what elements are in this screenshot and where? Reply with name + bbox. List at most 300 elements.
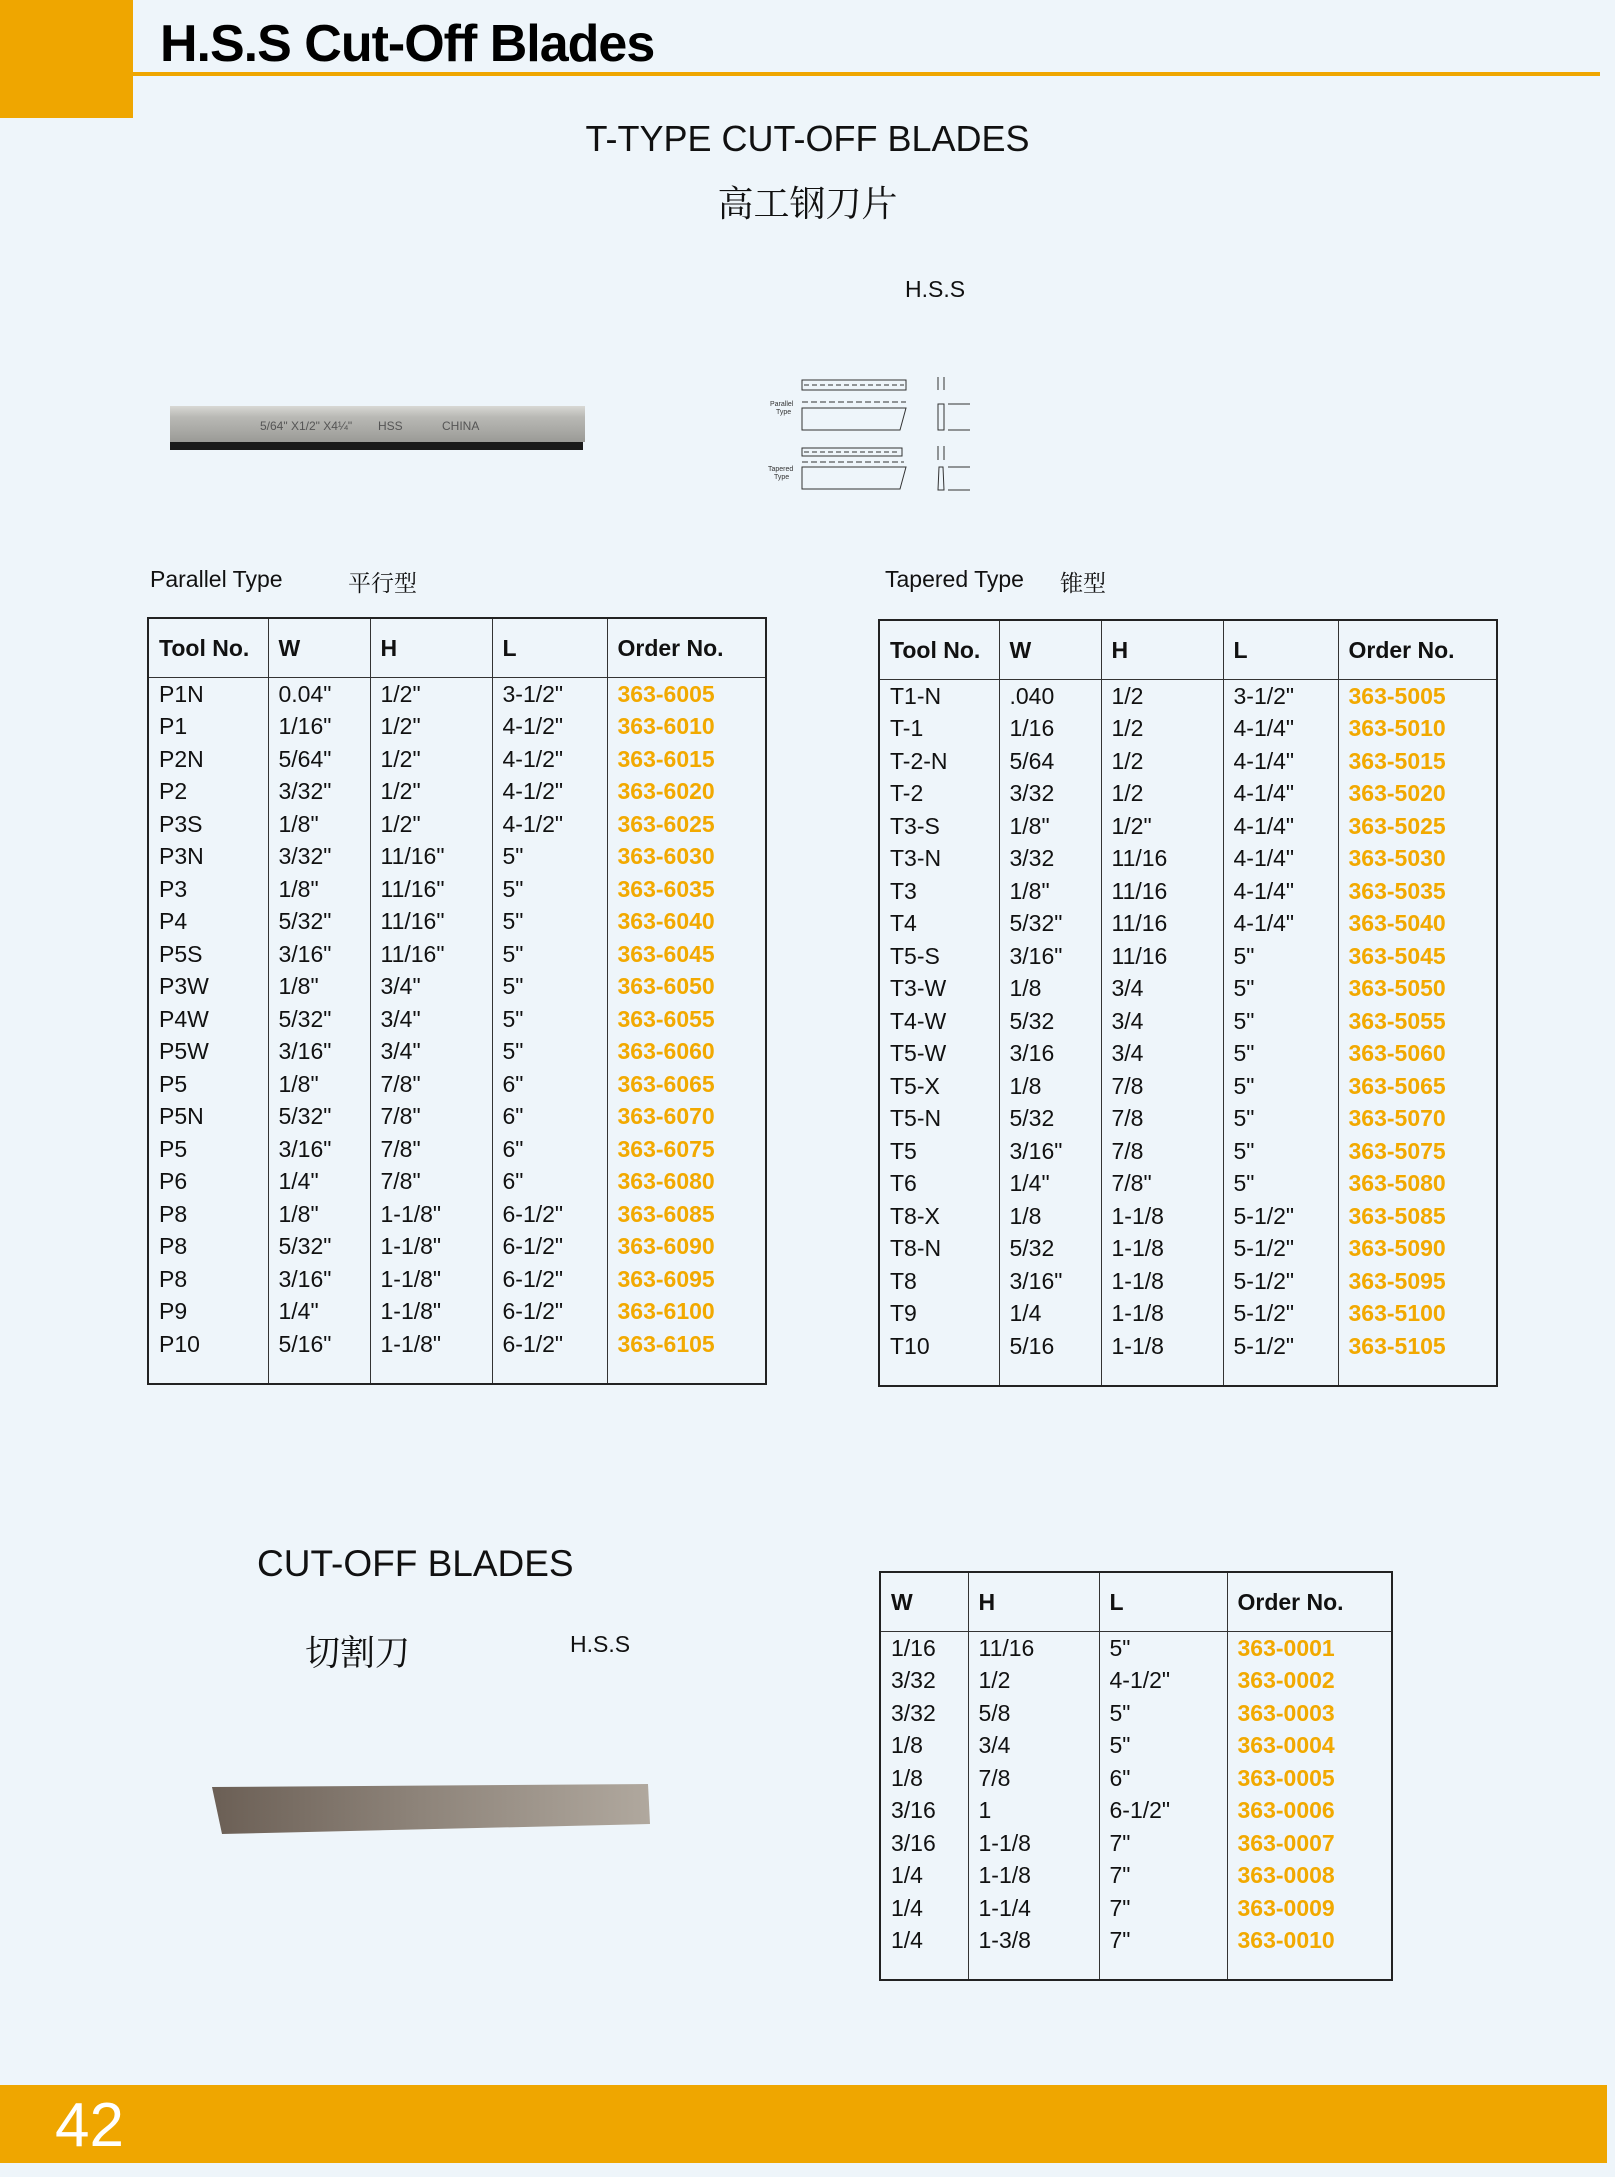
table-cell: 7/8" — [370, 1101, 492, 1134]
table-cell: 7" — [1099, 1827, 1227, 1860]
table-cell: 3/32 — [999, 843, 1101, 876]
table-cell: 5/32" — [268, 1231, 370, 1264]
table-cell: P8 — [159, 1200, 188, 1227]
cutoff-blade-shape — [212, 1784, 650, 1834]
table-row — [148, 1101, 766, 1134]
order-number-cell: 363-5100 — [1338, 1298, 1497, 1331]
order-number-cell: 363-6095 — [607, 1263, 766, 1296]
table-row — [879, 680, 1497, 713]
table-cell: 3-1/2" — [492, 678, 607, 711]
order-number-cell: 363-5070 — [1338, 1103, 1497, 1136]
table-cell: 5" — [1099, 1697, 1227, 1730]
empty-cell — [968, 1957, 1099, 1980]
order-number-cell: 363-5040 — [1338, 908, 1497, 941]
table-cell: 1/8 — [999, 1070, 1101, 1103]
table-cell: 1 — [968, 1795, 1099, 1828]
table-cell: 1/2" — [370, 776, 492, 809]
table-cell: 4-1/4" — [1223, 908, 1338, 941]
order-number-cell: 363-0002 — [1227, 1665, 1392, 1698]
table-cell: 5/8 — [968, 1697, 1099, 1730]
parallel-side-view — [802, 408, 906, 430]
table-cell: 3/16 — [891, 1829, 936, 1856]
table-cell: 3/16" — [268, 1036, 370, 1069]
corner-accent-block — [0, 0, 133, 118]
table-cell: P5S — [159, 940, 203, 967]
table-cell: P6 — [159, 1168, 188, 1195]
order-number-cell: 363-5105 — [1338, 1330, 1497, 1363]
table-cell: 1/8" — [268, 971, 370, 1004]
order-number-cell: 363-6040 — [607, 906, 766, 939]
table-row — [879, 1070, 1497, 1103]
table-cell: T5-X — [890, 1072, 940, 1099]
table-row — [879, 875, 1497, 908]
table-cell: T3-N — [890, 845, 942, 872]
table-cell: 3/32 — [999, 778, 1101, 811]
table-cell: T8 — [890, 1267, 917, 1294]
table-padding-row — [879, 1363, 1497, 1386]
table-cell: 1/8 — [891, 1764, 923, 1791]
cutoff-blade-svg — [212, 1784, 652, 1834]
table-cell: T5-N — [890, 1105, 942, 1132]
table-cell: 7" — [1099, 1892, 1227, 1925]
table-row — [879, 1265, 1497, 1298]
table-row — [879, 1298, 1497, 1331]
table-cell: 1-1/8 — [1101, 1233, 1223, 1266]
table-cell: 1-1/8" — [370, 1263, 492, 1296]
table-cell: T8-X — [890, 1202, 940, 1229]
order-number-cell: 363-0004 — [1227, 1730, 1392, 1763]
table-row — [148, 841, 766, 874]
table-cell: 7/8" — [1101, 1168, 1223, 1201]
table-cell: 5" — [492, 938, 607, 971]
table-cell: 1/8" — [268, 1198, 370, 1231]
blade-marking-origin: CHINA — [442, 419, 480, 433]
table-cell: T3 — [890, 877, 917, 904]
table-padding-row — [148, 1361, 766, 1384]
table-cell: 1-1/8" — [370, 1296, 492, 1329]
order-number-cell: 363-6045 — [607, 938, 766, 971]
table-cell: 4-1/2" — [1099, 1665, 1227, 1698]
table-cell: 6" — [492, 1133, 607, 1166]
order-number-cell: 363-6065 — [607, 1068, 766, 1101]
empty-cell — [1101, 1363, 1223, 1386]
table-cell: 6" — [492, 1068, 607, 1101]
table-cell: 1/2 — [1101, 680, 1223, 713]
material-label: H.S.S — [905, 276, 966, 302]
table-cell: 7" — [1099, 1925, 1227, 1958]
table-cell: 1/4" — [268, 1296, 370, 1329]
parallel-blade-photo — [170, 406, 585, 450]
order-number-cell: 363-6100 — [607, 1296, 766, 1329]
table-row — [148, 1296, 766, 1329]
table-row — [148, 873, 766, 906]
table-cell: T4 — [890, 910, 917, 937]
order-number-cell: 363-5050 — [1338, 973, 1497, 1006]
table-cell: 5" — [492, 1003, 607, 1036]
empty-cell — [1099, 1957, 1227, 1980]
table-cell: 1/4" — [999, 1168, 1101, 1201]
tapered-type-table — [878, 619, 1498, 1387]
table-cell: 3/4" — [370, 1036, 492, 1069]
tapered-type-label-cn: 锥型 — [1060, 570, 1106, 596]
table-row — [879, 778, 1497, 811]
table-cell: 5-1/2" — [1223, 1330, 1338, 1363]
table-cell: 6-1/2" — [492, 1296, 607, 1329]
blade-marking-size: 5/64" X1/2" X4¼" — [260, 419, 353, 433]
table-cell: T3-S — [890, 812, 940, 839]
section-title: T-TYPE CUT-OFF BLADES — [585, 118, 1030, 159]
table-row — [880, 1697, 1392, 1730]
column-header: W — [999, 620, 1101, 680]
order-number-cell: 363-5045 — [1338, 940, 1497, 973]
table-cell: 5/16" — [268, 1328, 370, 1361]
table-row — [148, 906, 766, 939]
order-number-cell: 363-6025 — [607, 808, 766, 841]
table-row — [879, 745, 1497, 778]
table-cell: 4-1/2" — [492, 776, 607, 809]
table-cell: P5 — [159, 1070, 188, 1097]
order-number-cell: 363-5065 — [1338, 1070, 1497, 1103]
table-cell: 4-1/4" — [1223, 713, 1338, 746]
table-row — [880, 1730, 1392, 1763]
column-header: Tool No. — [148, 618, 268, 678]
order-number-cell: 363-6105 — [607, 1328, 766, 1361]
table-cell: 1/4 — [999, 1298, 1101, 1331]
table-cell: 11/16 — [1101, 940, 1223, 973]
table-cell: 11/16 — [1101, 843, 1223, 876]
table-cell: 5/64" — [268, 743, 370, 776]
table-cell: 3/4 — [1101, 973, 1223, 1006]
order-number-cell: 363-6020 — [607, 776, 766, 809]
table-cell: 11/16 — [1101, 908, 1223, 941]
table-cell: P9 — [159, 1298, 188, 1325]
table-cell: 3/16 — [891, 1797, 936, 1824]
table-cell: 3/16 — [999, 1038, 1101, 1071]
table-cell: 1/4 — [891, 1862, 923, 1889]
table-cell: 5" — [1223, 1070, 1338, 1103]
table-cell: P5W — [159, 1038, 209, 1065]
order-number-cell: 363-5085 — [1338, 1200, 1497, 1233]
table-cell: T-2-N — [890, 747, 948, 774]
column-header: Order No. — [1227, 1572, 1392, 1632]
table-cell: 1/2" — [370, 808, 492, 841]
table-row — [148, 743, 766, 776]
table-row — [879, 908, 1497, 941]
blade-marking-material: HSS — [378, 419, 403, 433]
table-row — [148, 938, 766, 971]
table-row — [148, 1166, 766, 1199]
column-header: L — [1223, 620, 1338, 680]
table-row — [879, 1168, 1497, 1201]
table-cell: T9 — [890, 1300, 917, 1327]
table-row — [879, 713, 1497, 746]
table-cell: 4-1/4" — [1223, 875, 1338, 908]
table-cell: 1-1/8 — [1101, 1330, 1223, 1363]
order-number-cell: 363-5090 — [1338, 1233, 1497, 1266]
table-cell: 5" — [492, 906, 607, 939]
table-cell: 1/16 — [999, 713, 1101, 746]
table-cell: 3/32" — [268, 776, 370, 809]
table-row — [879, 843, 1497, 876]
order-number-cell: 363-6010 — [607, 711, 766, 744]
table-cell: 5" — [1223, 1005, 1338, 1038]
table-cell: 1/8" — [999, 875, 1101, 908]
table-cell: 5" — [492, 1036, 607, 1069]
table-padding-row — [880, 1957, 1392, 1980]
table-row — [879, 1005, 1497, 1038]
order-number-cell: 363-5005 — [1338, 680, 1497, 713]
table-cell: 1/8" — [268, 808, 370, 841]
page-number: 42 — [55, 2091, 124, 2160]
table-row — [148, 1003, 766, 1036]
table-cell: 4-1/4" — [1223, 745, 1338, 778]
table-cell: 5" — [1223, 973, 1338, 1006]
column-header: L — [1099, 1572, 1227, 1632]
table-cell: 4-1/4" — [1223, 843, 1338, 876]
table-cell: 5" — [1223, 940, 1338, 973]
table-cell: 3/32 — [891, 1667, 936, 1694]
empty-cell — [607, 1361, 766, 1384]
table-cell: 5/32 — [999, 1103, 1101, 1136]
table-cell: 5" — [1099, 1632, 1227, 1665]
table-cell: P2N — [159, 745, 204, 772]
table-cell: 3/16" — [268, 938, 370, 971]
column-header: W — [880, 1572, 968, 1632]
order-number-cell: 363-0003 — [1227, 1697, 1392, 1730]
diagram-parallel-label-1: Parallel — [770, 401, 794, 408]
table-cell: 3/4 — [1101, 1005, 1223, 1038]
table-cell: 11/16 — [1101, 875, 1223, 908]
table-cell: P1 — [159, 713, 188, 740]
empty-cell — [1223, 1363, 1338, 1386]
column-header: W — [268, 618, 370, 678]
table-row — [148, 808, 766, 841]
table-cell: 1/2" — [370, 711, 492, 744]
order-number-cell: 363-5055 — [1338, 1005, 1497, 1038]
table-cell: P3 — [159, 875, 188, 902]
table-header-row — [148, 618, 766, 678]
table-cell: 3/4" — [370, 1003, 492, 1036]
cutoff-blade-photo — [212, 1784, 652, 1834]
table-row — [148, 1231, 766, 1264]
table-cell: 5" — [1223, 1103, 1338, 1136]
table-cell: 1-1/8 — [1101, 1200, 1223, 1233]
table-cell: 5" — [1223, 1038, 1338, 1071]
table-cell: 3-1/2" — [1223, 680, 1338, 713]
table-cell: 4-1/2" — [492, 743, 607, 776]
table-cell: 1-1/8" — [370, 1231, 492, 1264]
table-row — [880, 1925, 1392, 1958]
table-row — [879, 1103, 1497, 1136]
blade-diagram — [748, 372, 1018, 502]
footer-bar — [0, 2085, 1607, 2163]
table-cell: 5/32" — [268, 1003, 370, 1036]
table-cell: 3/4" — [370, 971, 492, 1004]
table-cell: 6-1/2" — [1099, 1795, 1227, 1828]
table-cell: 1-3/8 — [968, 1925, 1099, 1958]
table-cell: P2 — [159, 778, 188, 805]
cutoff-blades-table — [879, 1571, 1393, 1981]
table-cell: 5" — [492, 841, 607, 874]
table-cell: 3/16" — [999, 1265, 1101, 1298]
order-number-cell: 363-5025 — [1338, 810, 1497, 843]
table-cell: 11/16" — [370, 841, 492, 874]
table-cell: 5-1/2" — [1223, 1298, 1338, 1331]
table-cell: 3/16" — [268, 1263, 370, 1296]
blade-edge — [170, 442, 583, 450]
table-row — [148, 678, 766, 711]
tapered-side-view — [802, 467, 906, 489]
table-row — [879, 1233, 1497, 1266]
table-cell: 1-1/8" — [370, 1198, 492, 1231]
order-number-cell: 363-6060 — [607, 1036, 766, 1069]
table-cell: P3S — [159, 810, 203, 837]
order-number-cell: 363-6085 — [607, 1198, 766, 1231]
column-header: H — [370, 618, 492, 678]
table-row — [879, 973, 1497, 1006]
order-number-cell: 363-0009 — [1227, 1892, 1392, 1925]
table-cell: 5" — [492, 971, 607, 1004]
blade-diagram-svg — [748, 372, 1018, 502]
table-cell: P4 — [159, 908, 188, 935]
table-cell: 1/2" — [1101, 810, 1223, 843]
table-cell: 7/8 — [968, 1762, 1099, 1795]
table-cell: 5/32" — [999, 908, 1101, 941]
table-cell: P8 — [159, 1265, 188, 1292]
table-cell: T5 — [890, 1137, 917, 1164]
table-cell: 5/32 — [999, 1005, 1101, 1038]
table-cell: 5-1/2" — [1223, 1265, 1338, 1298]
table-cell: 1/2 — [1101, 745, 1223, 778]
table-cell: 1-1/8 — [1101, 1265, 1223, 1298]
parallel-type-label-cn: 平行型 — [348, 570, 417, 596]
order-number-cell: 363-6090 — [607, 1231, 766, 1264]
table-cell: 3/32 — [891, 1699, 936, 1726]
table-cell: 1/8" — [999, 810, 1101, 843]
table-cell: 5-1/2" — [1223, 1233, 1338, 1266]
table-cell: 6" — [1099, 1762, 1227, 1795]
table-cell: T5-W — [890, 1040, 947, 1067]
empty-cell — [268, 1361, 370, 1384]
empty-cell — [1227, 1957, 1392, 1980]
table-cell: 1/2 — [968, 1665, 1099, 1698]
table-cell: 3/16" — [999, 940, 1101, 973]
cutoff-title-cn: 切割刀 — [305, 1634, 411, 1673]
table-cell: 3/4 — [968, 1730, 1099, 1763]
table-cell: T6 — [890, 1170, 917, 1197]
table-cell: P5N — [159, 1103, 204, 1130]
diagram-tapered-label-1: Tapered — [768, 466, 794, 473]
table-cell: 1/4" — [268, 1166, 370, 1199]
order-number-cell: 363-6080 — [607, 1166, 766, 1199]
table-cell: T4-W — [890, 1007, 947, 1034]
table-cell: 11/16" — [370, 938, 492, 971]
table-cell: T-1 — [890, 715, 924, 742]
table-cell: T5-S — [890, 942, 940, 969]
table-cell: 5/32" — [268, 906, 370, 939]
table-cell: 6-1/2" — [492, 1231, 607, 1264]
table-cell: 1/8 — [891, 1732, 923, 1759]
table-cell: 0.04" — [268, 678, 370, 711]
order-number-cell: 363-6035 — [607, 873, 766, 906]
table-cell: T10 — [890, 1332, 930, 1359]
table-cell: 3/16" — [268, 1133, 370, 1166]
diagram-tapered-label-2: Type — [774, 474, 790, 481]
table-cell: 1/8" — [268, 1068, 370, 1101]
empty-cell — [370, 1361, 492, 1384]
table-row — [879, 1330, 1497, 1363]
column-header: H — [968, 1572, 1099, 1632]
section-title-cn: 高工钢刀片 — [717, 183, 898, 224]
table-cell: 1/16 — [891, 1634, 936, 1661]
table-row — [879, 1135, 1497, 1168]
table-cell: 3/32" — [268, 841, 370, 874]
table-cell: 1-1/8 — [968, 1860, 1099, 1893]
table-cell: 1-1/8 — [968, 1827, 1099, 1860]
column-header: L — [492, 618, 607, 678]
empty-cell — [1338, 1363, 1497, 1386]
table-row — [148, 1133, 766, 1166]
table-cell: 6" — [492, 1101, 607, 1134]
table-cell: 5" — [1223, 1168, 1338, 1201]
table-cell: 4-1/2" — [492, 808, 607, 841]
table-cell: 1/8 — [999, 973, 1101, 1006]
table-row — [880, 1860, 1392, 1893]
table-cell: 4-1/2" — [492, 711, 607, 744]
order-number-cell: 363-5015 — [1338, 745, 1497, 778]
table-cell: 11/16 — [968, 1632, 1099, 1665]
table-row — [148, 1198, 766, 1231]
order-number-cell: 363-6015 — [607, 743, 766, 776]
table-cell: 6" — [492, 1166, 607, 1199]
table-cell: 5/64 — [999, 745, 1101, 778]
order-number-cell: 363-0010 — [1227, 1925, 1392, 1958]
table-row — [880, 1762, 1392, 1795]
table-cell: 5" — [492, 873, 607, 906]
cutoff-title: CUT-OFF BLADES — [257, 1543, 574, 1584]
diagram-parallel-label-2: Type — [776, 409, 792, 416]
empty-cell — [999, 1363, 1101, 1386]
order-number-cell: 363-5095 — [1338, 1265, 1497, 1298]
table-header-row — [879, 620, 1497, 680]
order-number-cell: 363-6030 — [607, 841, 766, 874]
order-number-cell: 363-5010 — [1338, 713, 1497, 746]
table-cell: 1/4 — [891, 1927, 923, 1954]
parallel-type-table — [147, 617, 767, 1385]
table-cell: P1N — [159, 680, 204, 707]
table-cell: 7/8 — [1101, 1103, 1223, 1136]
page-title: H.S.S Cut-Off Blades — [160, 15, 655, 73]
table-cell: 5/32 — [999, 1233, 1101, 1266]
table-cell: P3W — [159, 973, 209, 1000]
table-cell: 5/16 — [999, 1330, 1101, 1363]
table-cell: P8 — [159, 1233, 188, 1260]
order-number-cell: 363-5035 — [1338, 875, 1497, 908]
table-cell: P3N — [159, 843, 204, 870]
table-row — [879, 810, 1497, 843]
table-cell: T1-N — [890, 682, 942, 709]
table-cell: 1/4 — [891, 1894, 923, 1921]
order-number-cell: 363-5030 — [1338, 843, 1497, 876]
table-row — [880, 1827, 1392, 1860]
table-cell: 7/8 — [1101, 1135, 1223, 1168]
table-row — [148, 776, 766, 809]
empty-cell — [880, 1957, 968, 1980]
table-cell: 7/8" — [370, 1166, 492, 1199]
order-number-cell: 363-5020 — [1338, 778, 1497, 811]
order-number-cell: 363-0001 — [1227, 1632, 1392, 1665]
table-cell: 6-1/2" — [492, 1198, 607, 1231]
